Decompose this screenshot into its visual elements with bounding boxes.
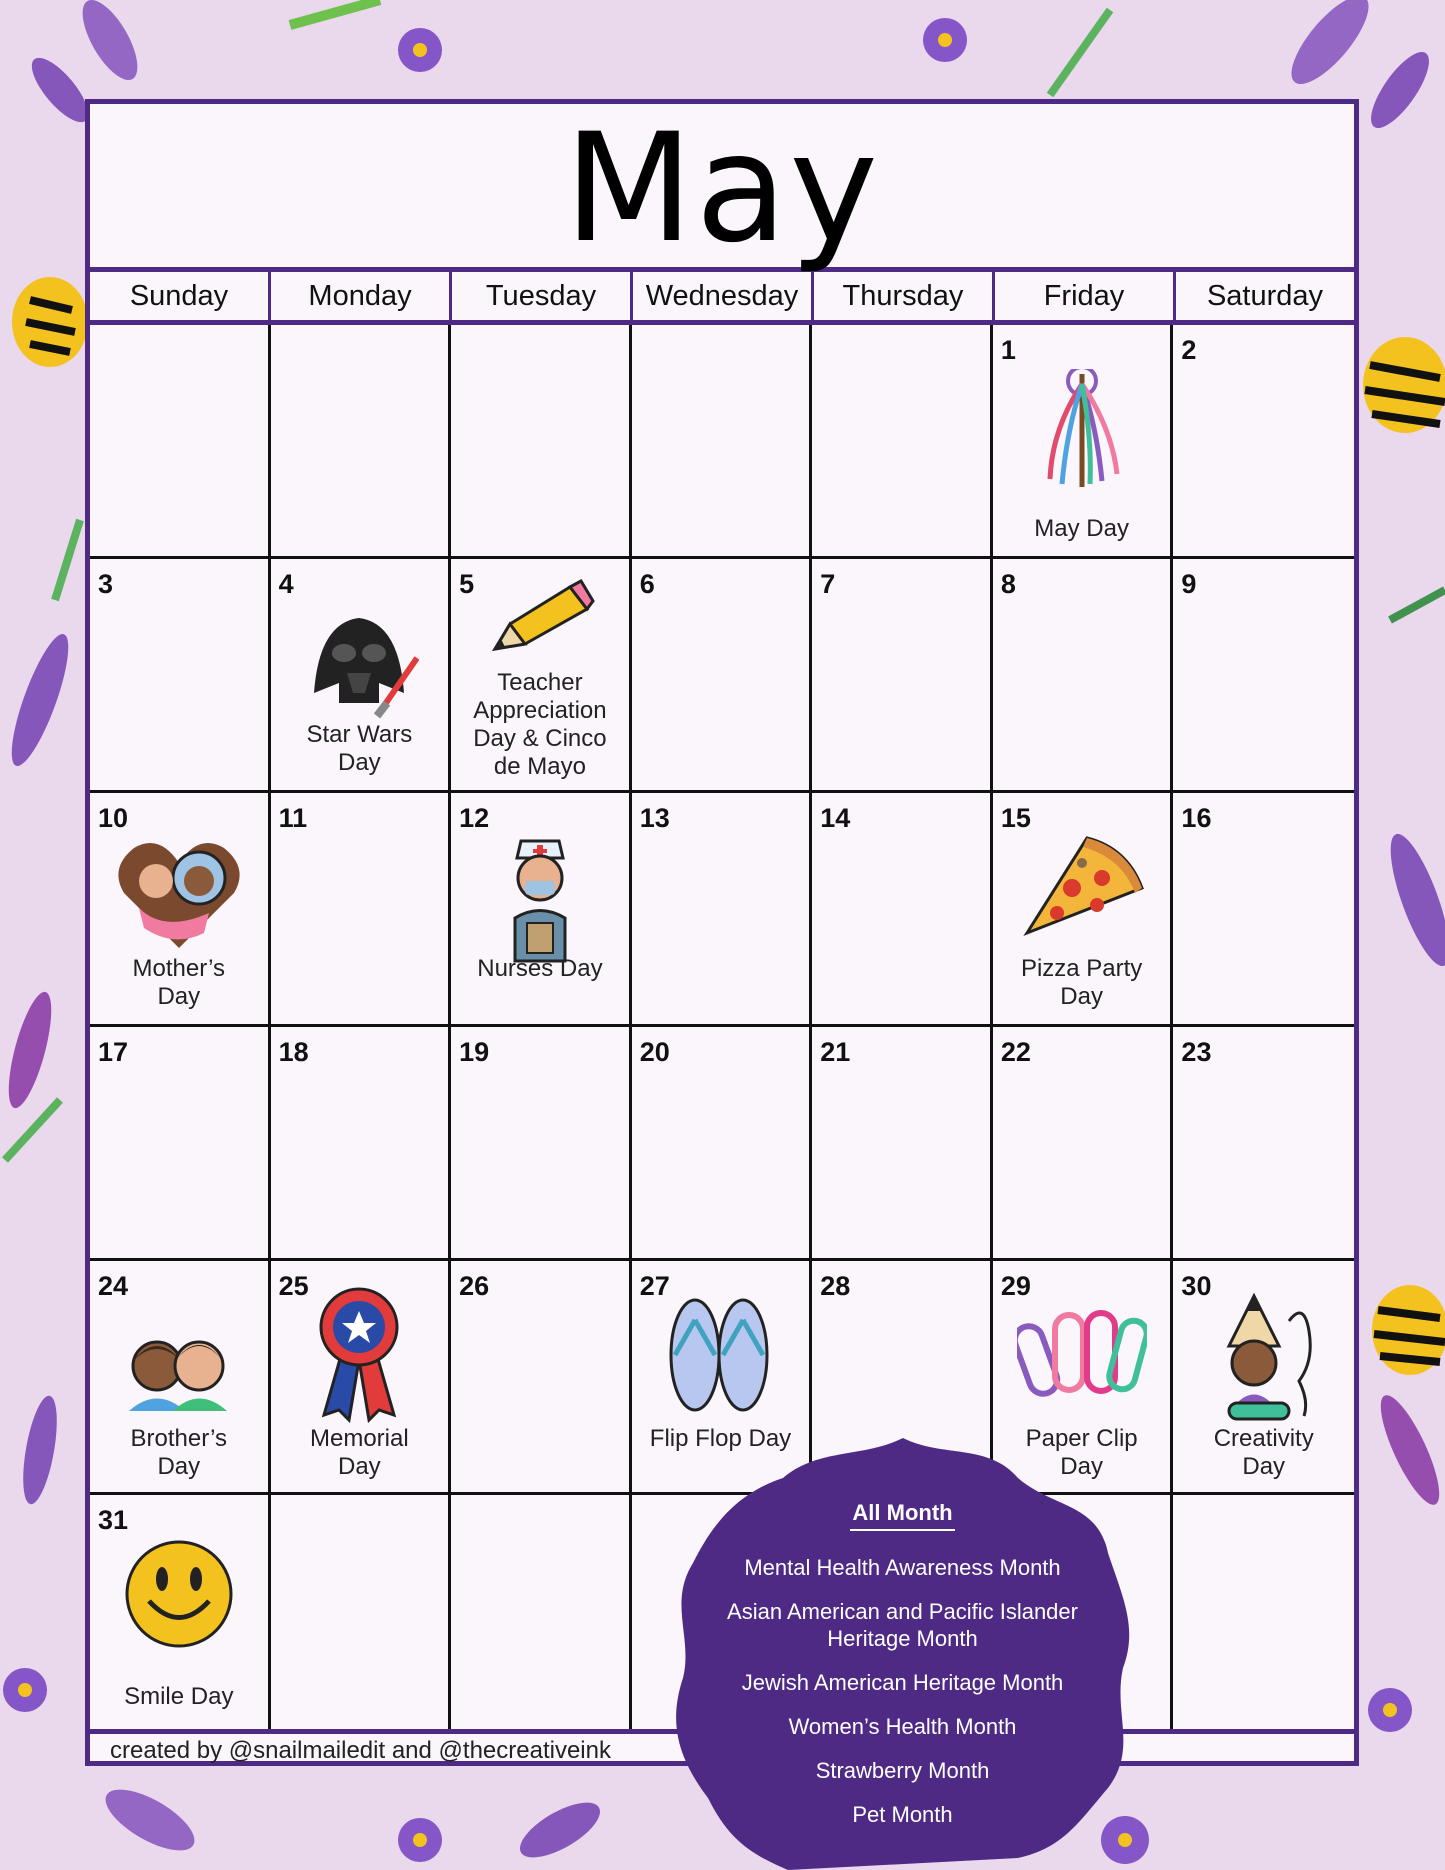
- date-number: 29: [1000, 1271, 1031, 1301]
- date-number: 28: [820, 1271, 851, 1301]
- day-cell-12: [451, 793, 632, 1027]
- bee-icon: [12, 277, 88, 367]
- date-number: 12: [459, 803, 490, 833]
- holiday-label: Creativity Day: [1213, 1425, 1314, 1480]
- day-cell-18: [271, 1027, 452, 1261]
- maypole-icon: [1032, 369, 1132, 494]
- day-cell-9: [1173, 559, 1354, 793]
- day-cell-13: [632, 793, 813, 1027]
- empty-cell: [632, 325, 813, 559]
- day-cell-30: [1173, 1261, 1354, 1495]
- brothers-icon: [119, 1331, 239, 1416]
- date-number: 3: [98, 569, 114, 599]
- day-cell-1: [993, 325, 1174, 559]
- all-month-item: Strawberry Month: [815, 1758, 990, 1783]
- day-cell-20: [632, 1027, 813, 1261]
- day-cell-26: [451, 1261, 632, 1495]
- empty-cell: [812, 325, 993, 559]
- flip-flops-icon: [665, 1295, 775, 1420]
- date-number: 26: [459, 1271, 490, 1301]
- date-number: 23: [1181, 1037, 1212, 1067]
- empty-cell: [90, 325, 271, 559]
- creative-kid-icon: [1209, 1291, 1319, 1436]
- smiley-face-icon: [124, 1539, 234, 1654]
- all-month-list: [690, 1500, 1115, 1828]
- date-number: 31: [98, 1505, 129, 1535]
- empty-cell: [271, 325, 452, 559]
- date-number: 24: [98, 1271, 129, 1301]
- holiday-label: Mother’s Day: [132, 955, 226, 1010]
- credit-text: created by @snailmailedit and @thecreativeink: [110, 1737, 611, 1764]
- day-cell-15: [993, 793, 1174, 1027]
- day-cell-31: [90, 1495, 271, 1729]
- day-cell-22: [993, 1027, 1174, 1261]
- month-title: May: [563, 101, 881, 276]
- day-cell-3: [90, 559, 271, 793]
- day-cell-2: [1173, 325, 1354, 559]
- day-cell-24: [90, 1261, 271, 1495]
- weekday-thursday: Thursday: [814, 272, 995, 320]
- empty-cell: [271, 1495, 452, 1729]
- holiday-label: Smile Day: [124, 1683, 234, 1710]
- day-cell-17: [90, 1027, 271, 1261]
- date-number: 9: [1181, 569, 1197, 599]
- holiday-label: Memorial Day: [310, 1425, 409, 1480]
- weekday-header-row: [90, 272, 1354, 325]
- all-month-item: Mental Health Awareness Month: [744, 1555, 1061, 1580]
- date-number: 15: [1000, 803, 1031, 833]
- weekday-saturday: Saturday: [1206, 280, 1324, 312]
- all-month-item: Pet Month: [852, 1802, 953, 1827]
- holiday-label: May Day: [1034, 515, 1129, 542]
- day-cell-25: [271, 1261, 452, 1495]
- date-number: 21: [820, 1037, 851, 1067]
- weekday-friday: Friday: [995, 272, 1176, 320]
- holiday-label: Brother’s Day: [130, 1425, 228, 1480]
- holiday-label: Flip Flop Day: [649, 1425, 792, 1452]
- weekday-monday: Monday: [271, 272, 452, 320]
- date-number: 22: [1000, 1037, 1031, 1067]
- day-cell-11: [271, 793, 452, 1027]
- empty-cell: [451, 325, 632, 559]
- date-number: 30: [1181, 1271, 1212, 1301]
- date-number: 2: [1181, 335, 1197, 365]
- holiday-label: Nurses Day: [477, 955, 603, 982]
- paper-clips-icon: [1017, 1305, 1147, 1410]
- mother-baby-heart-icon: [114, 833, 244, 958]
- weekday-sunday: Sunday: [90, 272, 271, 320]
- date-number: 16: [1181, 803, 1212, 833]
- day-cell-4: [271, 559, 452, 793]
- darth-vader-icon: [299, 603, 419, 728]
- weekday-tuesday: Tuesday: [452, 272, 633, 320]
- date-number: 6: [639, 569, 655, 599]
- date-number: 13: [639, 803, 670, 833]
- holiday-label: Paper Clip Day: [1025, 1425, 1138, 1480]
- date-number: 20: [639, 1037, 670, 1067]
- date-number: 4: [278, 569, 294, 599]
- date-number: 17: [98, 1037, 129, 1067]
- day-cell-5: [451, 559, 632, 793]
- date-number: 25: [278, 1271, 309, 1301]
- all-month-item: Asian American and Pacific Islander Heritage Month: [727, 1599, 1078, 1651]
- ribbon-award-icon: [314, 1285, 404, 1430]
- empty-cell: [451, 1495, 632, 1729]
- date-number: 27: [639, 1271, 670, 1301]
- date-number: 19: [459, 1037, 490, 1067]
- all-month-item: Jewish American Heritage Month: [741, 1670, 1064, 1695]
- day-cell-8: [993, 559, 1174, 793]
- title-band: [90, 101, 1354, 276]
- date-number: 5: [459, 569, 475, 599]
- date-number: 1: [1000, 335, 1016, 365]
- date-number: 11: [278, 803, 308, 833]
- day-cell-19: [451, 1027, 632, 1261]
- holiday-label: Pizza Party Day: [1020, 955, 1143, 1010]
- date-number: 7: [820, 569, 836, 599]
- date-number: 10: [98, 803, 129, 833]
- all-month-title: All Month: [850, 1500, 954, 1531]
- all-month-item: Women’s Health Month: [788, 1714, 1017, 1739]
- day-cell-14: [812, 793, 993, 1027]
- pizza-slice-icon: [1017, 833, 1147, 948]
- weekday-wednesday: Wednesday: [633, 272, 814, 320]
- day-cell-23: [1173, 1027, 1354, 1261]
- date-number: 18: [278, 1037, 309, 1067]
- empty-cell: [1173, 1495, 1354, 1729]
- day-cell-16: [1173, 793, 1354, 1027]
- holiday-label: Teacher Appreciation Day & Cinco de Mayo: [473, 669, 607, 780]
- date-number: 8: [1000, 569, 1016, 599]
- date-number: 14: [820, 803, 851, 833]
- nurse-icon: [495, 833, 585, 968]
- day-cell-10: [90, 793, 271, 1027]
- day-cell-7: [812, 559, 993, 793]
- holiday-label: Star Wars Day: [306, 721, 413, 776]
- day-cell-21: [812, 1027, 993, 1261]
- pencil-icon: [485, 579, 595, 664]
- day-cell-6: [632, 559, 813, 793]
